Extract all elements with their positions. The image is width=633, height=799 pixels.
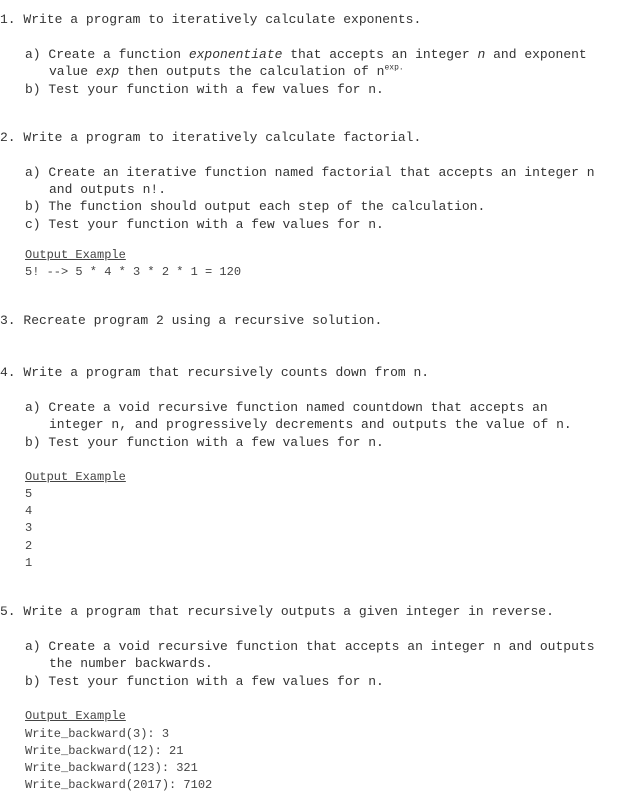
q4-title: 4. Write a program that recursively counts down from n.	[0, 365, 430, 380]
q2-title: 2. Write a program to iteratively calculate factorial.	[0, 130, 422, 145]
q4-output-line: 1	[25, 556, 33, 570]
q5-title: 5. Write a program that recursively outputs a given integer in reverse.	[0, 604, 554, 619]
q1-item-a-line2: value exp then outputs the calculation of $n^{exp.}$	[49, 63, 404, 79]
q2-item-a-line2: and outputs n!.	[49, 182, 167, 197]
q1-title: 1. Write a program to iteratively calculate exponents.	[0, 12, 422, 27]
q4-item-a-line2: integer n, and progressively decrements and outputs the value of n.	[49, 417, 572, 432]
q5-output-line: Write_backward(2017): 7102	[25, 778, 213, 792]
q2-item-b: b) The function should output each step of the calculation.	[25, 199, 486, 214]
q2-item-c: c) Test your function with a few values for n.	[25, 217, 384, 232]
q4-output-line: 4	[25, 504, 33, 518]
q5-output-line: Write_backward(123): 321	[25, 761, 198, 775]
q1-item-b: b) Test your function with a few values for n.	[25, 82, 384, 97]
q5-output-line: Write_backward(12): 21	[25, 744, 184, 758]
q4-item-a-line1: a) Create a void recursive function named countdown that accepts an	[25, 400, 548, 415]
q1-exp-param: exp	[95, 64, 120, 79]
q1-superscript: exp.	[384, 63, 404, 73]
q4-output-label: Output Example	[25, 470, 126, 484]
q5-output-label: Output Example	[25, 709, 126, 723]
q1-function-name: exponentiate	[188, 47, 283, 62]
q4-output-line: 3	[25, 521, 33, 535]
q3-title: 3. Recreate program 2 using a recursive solution.	[0, 313, 383, 328]
q4-item-b: b) Test your function with a few values for n.	[25, 435, 384, 450]
q4-output-line: 5	[25, 487, 33, 501]
q5-item-a-line2: the number backwards.	[49, 656, 213, 671]
q4-output-line: 2	[25, 539, 33, 553]
q5-item-a-line1: a) Create a void recursive function that accepts an integer n and outputs	[25, 639, 595, 654]
q1-item-a-line1: a) Create a function exponentiate that accepts an integer n and exponent	[25, 47, 587, 62]
q5-output-line: Write_backward(3): 3	[25, 727, 170, 741]
q5-item-b: b) Test your function with a few values for n.	[25, 674, 384, 689]
q2-output-label: Output Example	[25, 248, 126, 262]
q2-item-a-line1: a) Create an iterative function named factorial that accepts an integer n	[25, 165, 595, 180]
q2-output-line: 5! --> 5 * 4 * 3 * 2 * 1 = 120	[25, 265, 242, 279]
